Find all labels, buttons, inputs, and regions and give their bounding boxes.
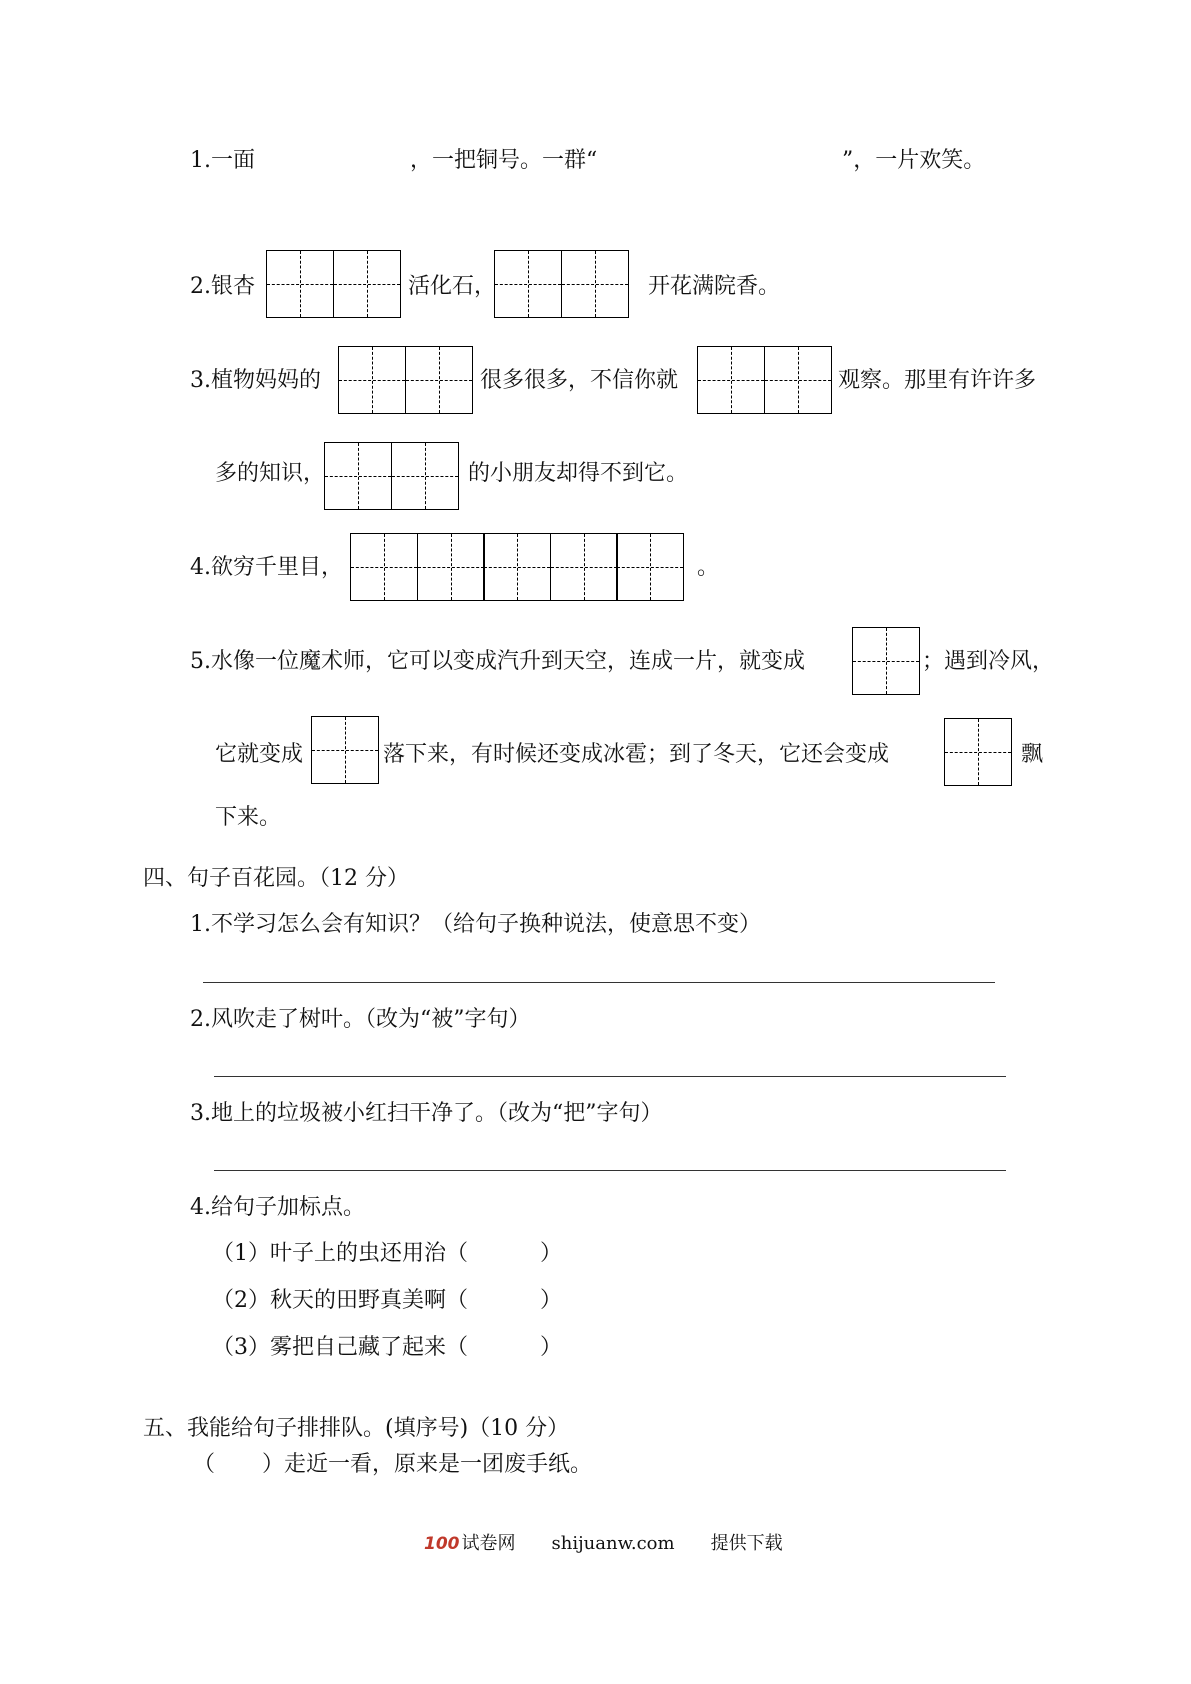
section5-item-text: ）走近一看，原来是一团废手纸。	[262, 1452, 593, 1477]
q3-grid-3[interactable]	[324, 442, 459, 510]
q5-grid-2[interactable]	[311, 716, 379, 784]
q5-grid-3[interactable]	[944, 718, 1012, 786]
answer-line-1[interactable]	[203, 982, 995, 983]
q3-part-e: 的小朋友却得不到它。	[468, 461, 689, 486]
q5-grid-1[interactable]	[852, 627, 920, 695]
q2-grid-2[interactable]	[494, 250, 629, 318]
q3-grid-1[interactable]	[338, 346, 473, 414]
q5-part-f: 下来。	[215, 805, 282, 830]
punct-item-1: （1）叶子上的虫还用治（	[212, 1241, 468, 1266]
q2-part-b: 活化石，	[408, 274, 497, 299]
site-logo: 100	[424, 1534, 460, 1554]
q4-part-b: 。	[697, 555, 720, 580]
q3-part-b: 很多很多，不信你就	[480, 368, 679, 393]
section5-title: 五、我能给句子排排队。(填序号)（10 分）	[143, 1416, 570, 1441]
footer-tagline: 提供下载	[710, 1533, 783, 1554]
q4-part-a: 4.欲穷千里目，	[190, 555, 343, 580]
section5-item-open: （	[193, 1452, 216, 1477]
q1-part-a: 1.一面	[190, 148, 255, 173]
punct-item-3: （3）雾把自己藏了起来（	[212, 1335, 468, 1360]
section4-q1: 1.不学习怎么会有知识？（给句子换种说法，使意思不变）	[190, 912, 761, 937]
punct-item-3-close: ）	[540, 1335, 563, 1360]
punct-item-2-close: ）	[540, 1288, 563, 1313]
q2-part-c: 开花满院香。	[648, 274, 781, 299]
answer-line-2[interactable]	[214, 1076, 1006, 1077]
section4-title: 四、句子百花园。（12 分）	[143, 866, 409, 891]
footer	[424, 1529, 819, 1555]
q3-part-d: 多的知识，	[215, 461, 326, 486]
footer-site-name: 试卷网	[461, 1533, 516, 1554]
q5-part-b: ；遇到冷风，	[922, 649, 1055, 674]
q5-part-c: 它就变成	[215, 742, 304, 767]
section4-q4: 4.给句子加标点。	[190, 1195, 365, 1220]
q3-part-c: 观察。那里有许许多	[838, 368, 1037, 393]
answer-line-3[interactable]	[214, 1170, 1006, 1171]
q2-part-a: 2.银杏	[190, 274, 255, 299]
q3-part-a: 3.植物妈妈的	[190, 368, 321, 393]
q5-part-a: 5.水像一位魔术师，它可以变成汽升到天空，连成一片，就变成	[190, 649, 805, 674]
q1-part-b: ，一把铜号。一群“	[410, 148, 598, 173]
q5-part-e: 飘	[1021, 742, 1044, 767]
section4-q2: 2.风吹走了树叶。（改为“被”字句）	[190, 1007, 531, 1032]
q3-grid-2[interactable]	[697, 346, 832, 414]
q5-part-d: 落下来，有时候还变成冰雹；到了冬天，它还会变成	[383, 742, 890, 767]
q2-grid-1[interactable]	[266, 250, 401, 318]
q4-grid[interactable]	[350, 533, 684, 601]
punct-item-2: （2）秋天的田野真美啊（	[212, 1288, 468, 1313]
q1-part-c: ”，一片欢笑。	[842, 148, 986, 173]
section4-q3: 3.地上的垃圾被小红扫干净了。（改为“把”字句）	[190, 1101, 663, 1126]
footer-url[interactable]: shijuanw.com	[551, 1533, 675, 1554]
punct-item-1-close: ）	[540, 1241, 563, 1266]
